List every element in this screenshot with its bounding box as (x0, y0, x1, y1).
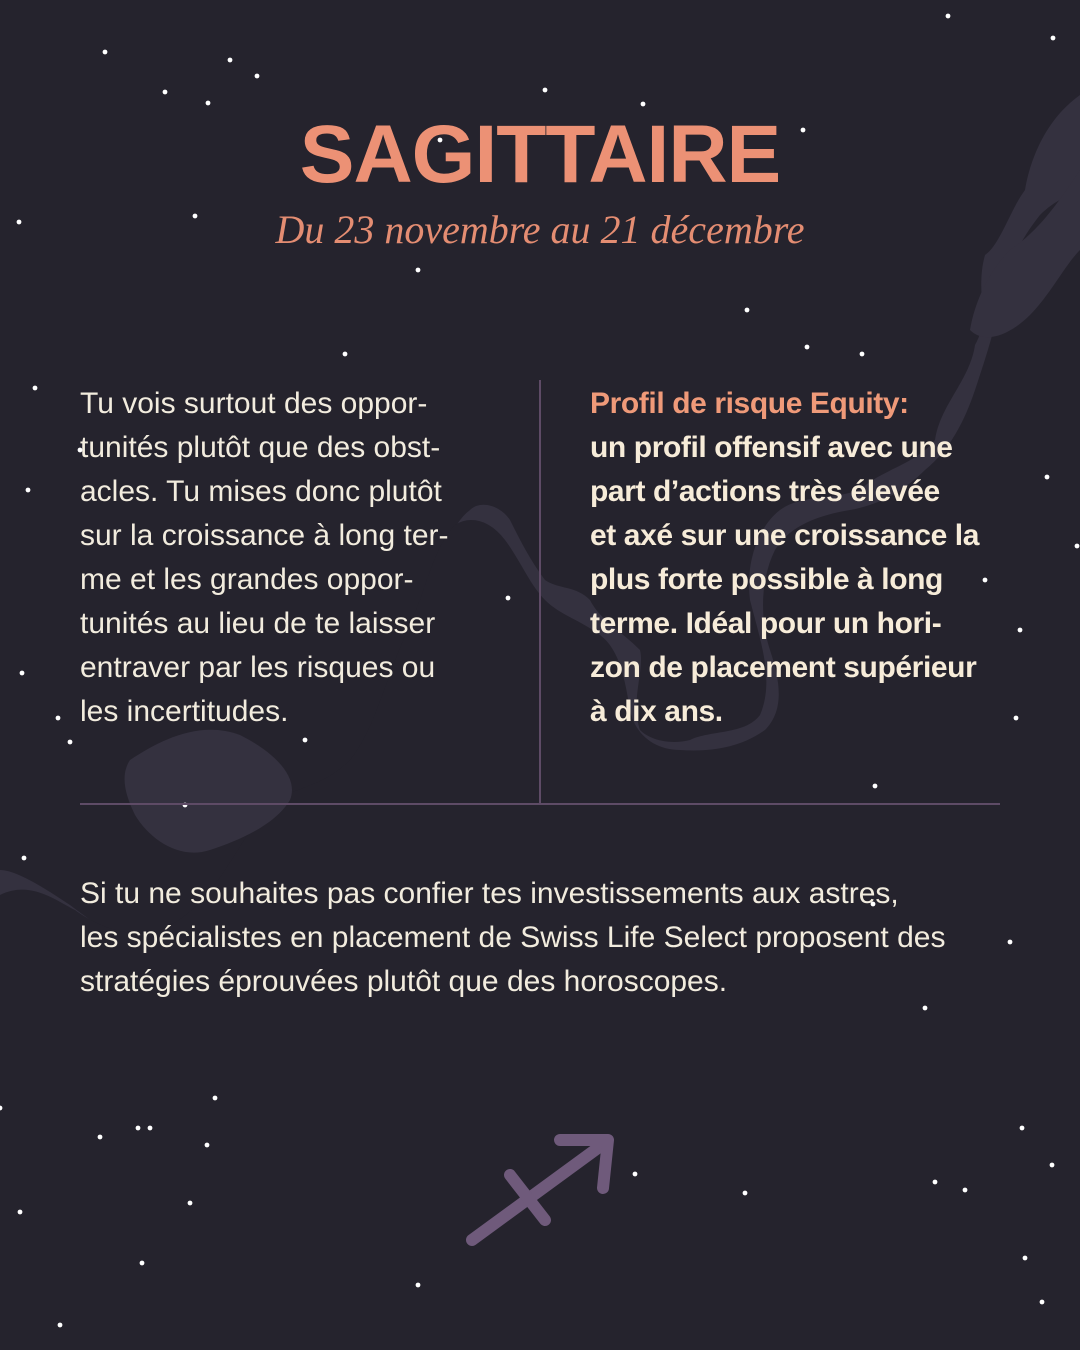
star (255, 74, 260, 79)
date-range: Du 23 novembre au 21 décembre (275, 207, 805, 252)
star (923, 1006, 928, 1011)
description-line: acles. Tu mises donc plutôt (80, 475, 442, 508)
star (205, 1143, 210, 1148)
star (58, 1323, 63, 1328)
star (213, 1096, 218, 1101)
star (1075, 544, 1080, 549)
description-line: entraver par les risques ou (80, 651, 436, 684)
star (633, 1172, 638, 1177)
star (946, 14, 951, 19)
star (303, 738, 308, 743)
vertical-divider (539, 380, 541, 804)
risk-profile-heading: Profil de risque Equity: (590, 387, 909, 420)
risk-profile-line: part d’actions très élevée (590, 475, 940, 508)
description-line: tunités au lieu de te laisser (80, 607, 436, 640)
description-line: les incertitudes. (80, 695, 289, 728)
star (228, 58, 233, 63)
star (743, 1191, 748, 1196)
description-line: tunités plutôt que des obst- (80, 431, 441, 464)
personality-description (80, 382, 500, 734)
star (22, 856, 27, 861)
star (1023, 1256, 1028, 1261)
footer-line: les spécialistes en placement de Swiss Life Select proposent des (80, 921, 946, 954)
risk-profile-line: un profil offensif avec une (590, 431, 953, 464)
star (1018, 628, 1023, 633)
star (68, 740, 73, 745)
footer-line: Si tu ne souhaites pas confier tes investissements aux astres, (80, 877, 899, 910)
star (103, 50, 108, 55)
risk-profile-box (590, 382, 1010, 734)
star (933, 1180, 938, 1185)
star (188, 1201, 193, 1206)
star (1014, 716, 1019, 721)
star (18, 1210, 23, 1215)
star (148, 1126, 153, 1131)
risk-profile-line: zon de placement supérieur (590, 651, 977, 684)
risk-profile-line: terme. Idéal pour un hori- (590, 607, 942, 640)
star (1045, 475, 1050, 480)
star (20, 671, 25, 676)
star (343, 352, 348, 357)
star (745, 308, 750, 313)
star (1040, 1300, 1045, 1305)
star (136, 1126, 141, 1131)
page-title: SAGITTAIRE (299, 109, 781, 200)
star (33, 386, 38, 391)
star (98, 1135, 103, 1140)
description-line: sur la croissance à long ter- (80, 519, 449, 552)
star (506, 596, 511, 601)
star (860, 352, 865, 357)
star (873, 784, 878, 789)
star (140, 1261, 145, 1266)
star (641, 102, 646, 107)
risk-profile-line: à dix ans. (590, 695, 723, 728)
risk-profile-line: plus forte possible à long (590, 563, 943, 596)
risk-profile-line: et axé sur une croissance la (590, 519, 980, 552)
description-line: me et les grandes oppor- (80, 563, 414, 596)
star (416, 1283, 421, 1288)
star (56, 716, 61, 721)
star (416, 268, 421, 273)
footer-text (80, 872, 1020, 1004)
sagittarius-symbol-icon (460, 1130, 620, 1250)
star (805, 345, 810, 350)
star (963, 1188, 968, 1193)
star (206, 101, 211, 106)
description-line: Tu vois surtout des oppor- (80, 387, 428, 420)
star (543, 88, 548, 93)
star (1020, 1126, 1025, 1131)
star (163, 90, 168, 95)
star (26, 488, 31, 493)
footer-line: stratégies éprouvées plutôt que des horoscopes. (80, 965, 728, 998)
horizontal-divider (80, 803, 1000, 805)
star (1050, 1163, 1055, 1168)
star (1051, 36, 1056, 41)
